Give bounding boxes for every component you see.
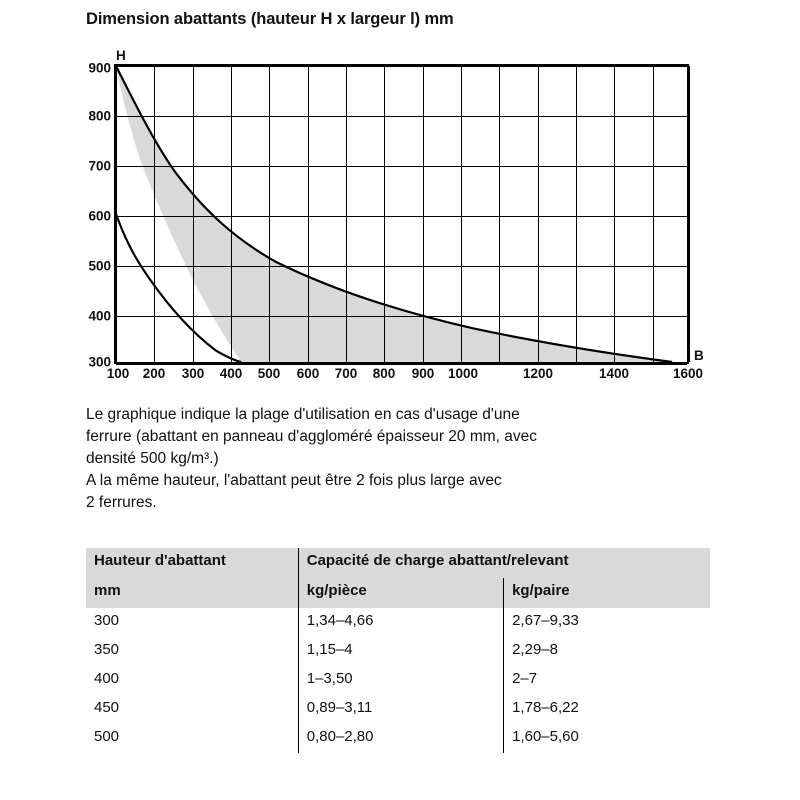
cell-per-pair: 1,60–5,60 (504, 724, 710, 753)
description-text (86, 404, 726, 514)
table-header (86, 548, 710, 608)
gridline-y-600 (116, 216, 687, 217)
x-tick-300: 300 (181, 366, 205, 381)
cell-per-piece: 1,34–4,66 (298, 608, 503, 637)
table-body (86, 608, 710, 753)
cell-per-piece: 1–3,50 (298, 666, 503, 695)
gridline-x-1400 (614, 66, 615, 362)
table-row (86, 724, 710, 753)
x-axis-name: B (694, 348, 704, 363)
x-tick-100: 100 (106, 366, 130, 381)
description-line-5: 2 ferrures. (86, 494, 157, 511)
gridline-y-500 (116, 266, 687, 267)
description-line-4: A la même hauteur, l'abattant peut être 2 fois plus large avec (86, 472, 502, 489)
gridline-x-600 (308, 66, 309, 362)
y-axis-name: H (116, 48, 126, 63)
table-row (86, 608, 710, 637)
x-tick-900: 900 (411, 366, 435, 381)
cell-per-piece: 0,80–2,80 (298, 724, 503, 753)
y-tick-400: 400 (88, 308, 111, 324)
header-hauteur-abattant: Hauteur d'abattant (86, 548, 298, 578)
gridline-x-1000 (461, 66, 462, 362)
gridline-x-900 (423, 66, 424, 362)
x-tick-1200: 1200 (522, 366, 554, 381)
x-tick-400: 400 (219, 366, 243, 381)
gridline-x-1500 (653, 66, 654, 362)
x-tick-600: 600 (296, 366, 320, 381)
x-tick-1600: 1600 (672, 366, 704, 381)
cell-height: 400 (94, 670, 120, 687)
cell-per-pair: 2,29–8 (504, 637, 710, 666)
x-tick-200: 200 (142, 366, 166, 381)
gridline-x-700 (346, 66, 347, 362)
cell-height: 450 (94, 699, 120, 716)
gridline-x-1200 (538, 66, 539, 362)
gridline-x-500 (269, 66, 270, 362)
y-tick-800: 800 (88, 108, 111, 124)
table-row (86, 637, 710, 666)
gridline-y-300 (116, 364, 687, 365)
table-header-row-1 (86, 548, 710, 578)
cell-height: 350 (94, 641, 120, 658)
gridline-y-700 (116, 166, 687, 167)
chart-curves (116, 66, 687, 362)
table-row (86, 666, 710, 695)
header-capacite-charge: Capacité de charge abattant/relevant (298, 548, 710, 578)
description-line-1: Le graphique indique la plage d'utilisation en cas d'usage d'une (86, 406, 520, 423)
chart-plot-area (88, 60, 704, 381)
load-capacity-table (86, 548, 710, 753)
chart-container (86, 46, 706, 391)
cell-per-pair: 2,67–9,33 (504, 608, 710, 637)
cell-per-piece: 0,89–3,11 (298, 695, 503, 724)
gridline-x-800 (384, 66, 385, 362)
cell-height: 500 (94, 728, 120, 745)
cell-per-pair: 2–7 (504, 666, 710, 695)
header-kg-piece: kg/pièce (298, 578, 503, 608)
page-title: Dimension abattants (hauteur H x largeur l) mm (86, 10, 454, 28)
y-tick-500: 500 (88, 258, 111, 274)
description-line-3: densité 500 kg/m³.) (86, 450, 219, 467)
gridline-x-1100 (499, 66, 500, 362)
y-tick-300: 300 (88, 354, 111, 370)
gridline-x-1300 (576, 66, 577, 362)
x-tick-500: 500 (257, 366, 281, 381)
gridline-y-800 (116, 116, 687, 117)
y-tick-700: 700 (88, 158, 111, 174)
y-tick-600: 600 (88, 208, 111, 224)
cell-per-pair: 1,78–6,22 (504, 695, 710, 724)
x-tick-700: 700 (334, 366, 358, 381)
gridline-x-100 (116, 66, 117, 362)
header-kg-paire: kg/paire (504, 578, 710, 608)
cell-per-piece: 1,15–4 (298, 637, 503, 666)
table-header-row-2 (86, 578, 710, 608)
table-row (86, 695, 710, 724)
gridline-x-300 (193, 66, 194, 362)
x-tick-800: 800 (372, 366, 396, 381)
x-tick-1400: 1400 (598, 366, 630, 381)
header-mm: mm (86, 578, 298, 608)
gridline-x-400 (231, 66, 232, 362)
gridline-y-900 (116, 66, 687, 67)
y-tick-900: 900 (88, 60, 111, 76)
cell-height: 300 (94, 612, 120, 629)
x-tick-1000: 1000 (447, 366, 479, 381)
gridline-y-400 (116, 316, 687, 317)
gridline-x-1600 (689, 66, 690, 362)
description-line-2: ferrure (abattant en panneau d'aggloméré épaisseur 20 mm, avec (86, 428, 538, 445)
gridline-x-200 (154, 66, 155, 362)
